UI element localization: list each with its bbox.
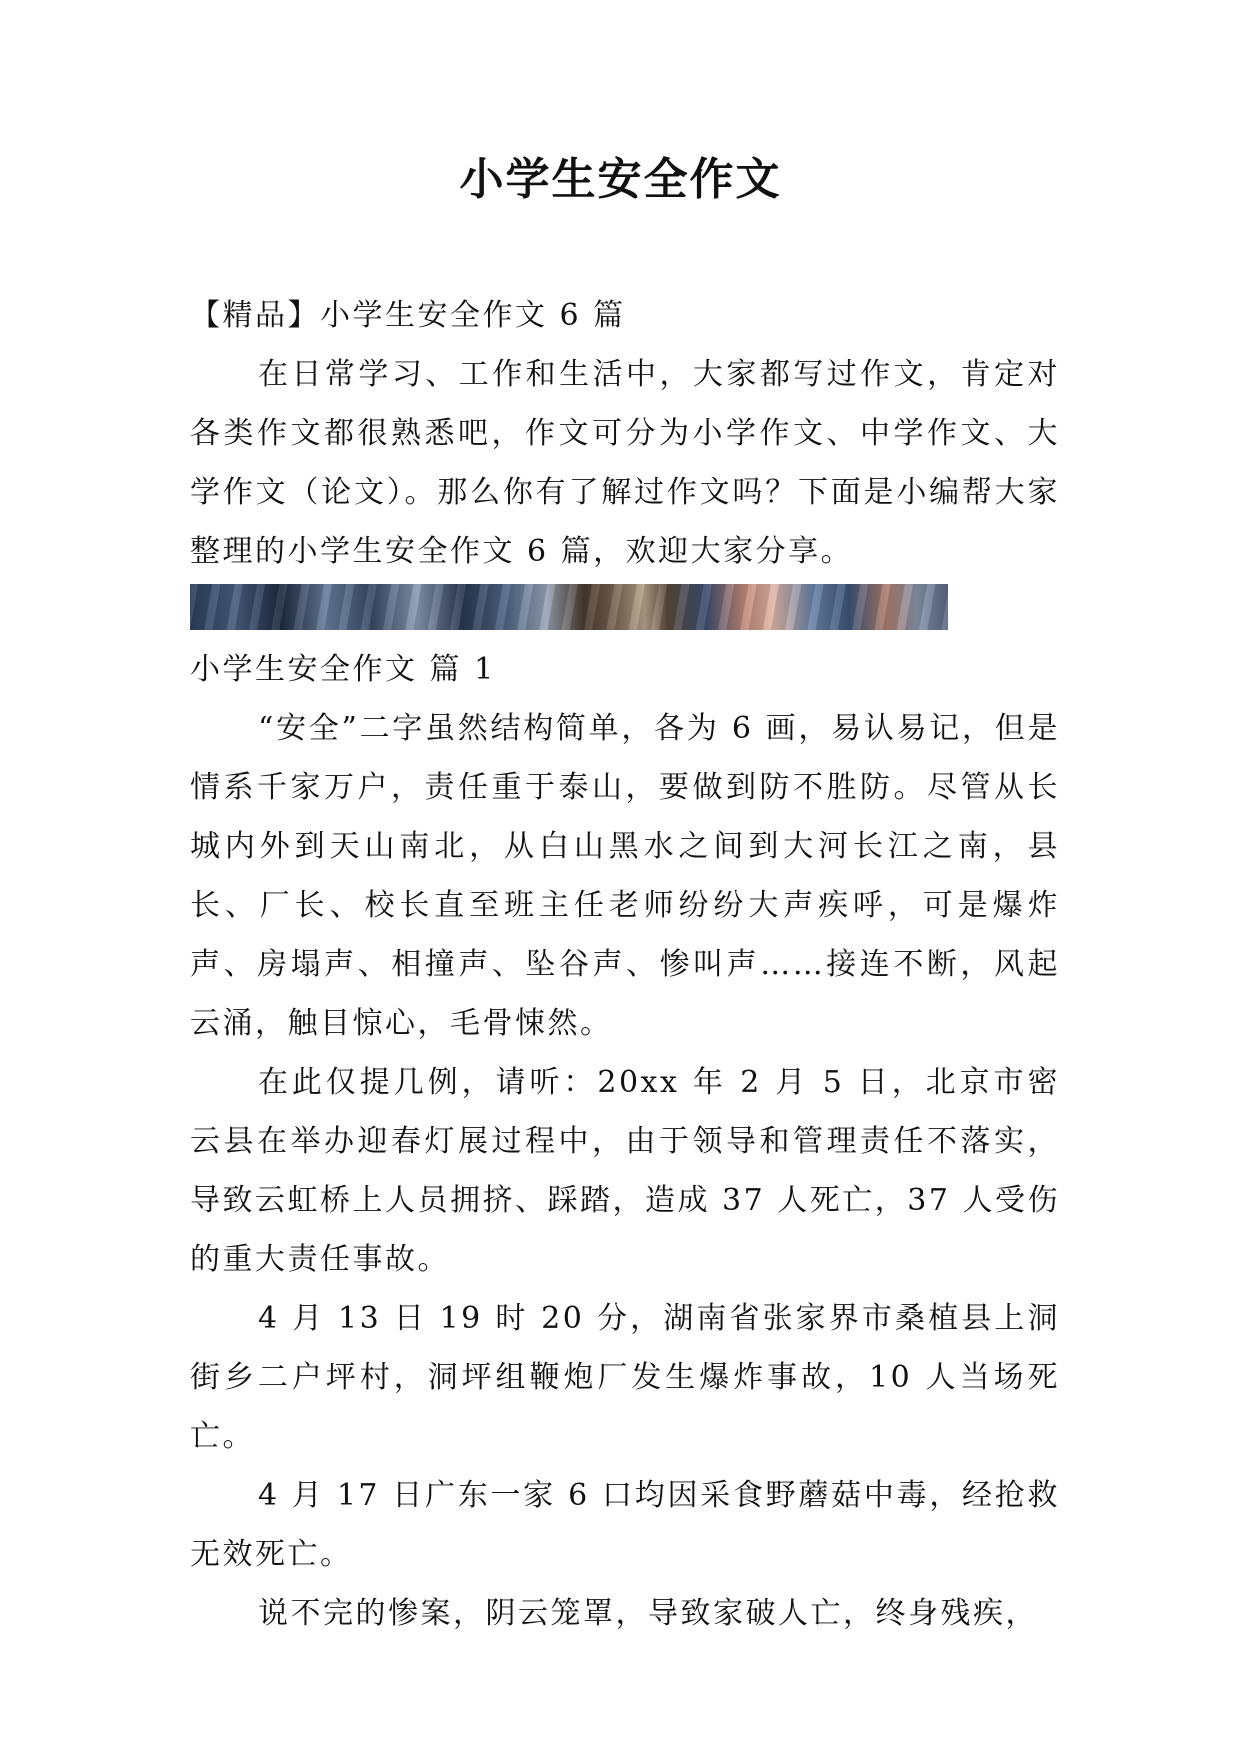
- body-paragraph: 说不完的惨案，阴云笼罩，导致家破人亡，终身残疾，: [258, 1596, 1038, 1631]
- banner-image: [190, 584, 948, 630]
- intro-paragraph: 在日常学习、工作和生活中，大家都写过作文，肯定对各类作文都很熟悉吧，作文可分为小学作文、中学作文、大学作文（论文）。那么你有了解过作文吗？下面是小编帮大家整理的小学生安全作文 6 篇，欢迎大家分享。: [190, 357, 1060, 569]
- section-heading: 小学生安全作文 篇 1: [190, 652, 496, 687]
- body-paragraph: 4 月 13 日 19 时 20 分，湖南省张家界市桑植县上洞街乡二户坪村，洞坪组鞭炮厂发生爆炸事故，10 人当场死亡。: [190, 1301, 1060, 1454]
- body-paragraph: 4 月 17 日广东一家 6 口均因采食野蘑菇中毒，经抢救无效死亡。: [190, 1478, 1060, 1572]
- body-paragraph: “安全”二字虽然结构简单，各为 6 画，易认易记，但是情系千家万户，责任重于泰山，要做到防不胜防。尽管从长城内外到天山南北，从白山黑水之间到大河长江之南，县长、厂长、校长直至班主任老师纷纷大声疾呼，可是爆炸声、房塌声、相撞声、坠谷声、惨叫声……接连不断，风起云涌，触目惊心，毛骨悚然。: [190, 711, 1060, 1041]
- body-paragraph: 在此仅提几例，请听：20xx 年 2 月 5 日，北京市密云县在举办迎春灯展过程中，由于领导和管理责任不落实，导致云虹桥上人员拥挤、踩踏，造成 37 人死亡，37 人受伤的重大责任事故。: [190, 1065, 1060, 1277]
- header-line: 【精品】小学生安全作文 6 篇: [190, 298, 626, 333]
- document-body: [190, 286, 1060, 1643]
- document-title: 小学生安全作文: [459, 154, 782, 205]
